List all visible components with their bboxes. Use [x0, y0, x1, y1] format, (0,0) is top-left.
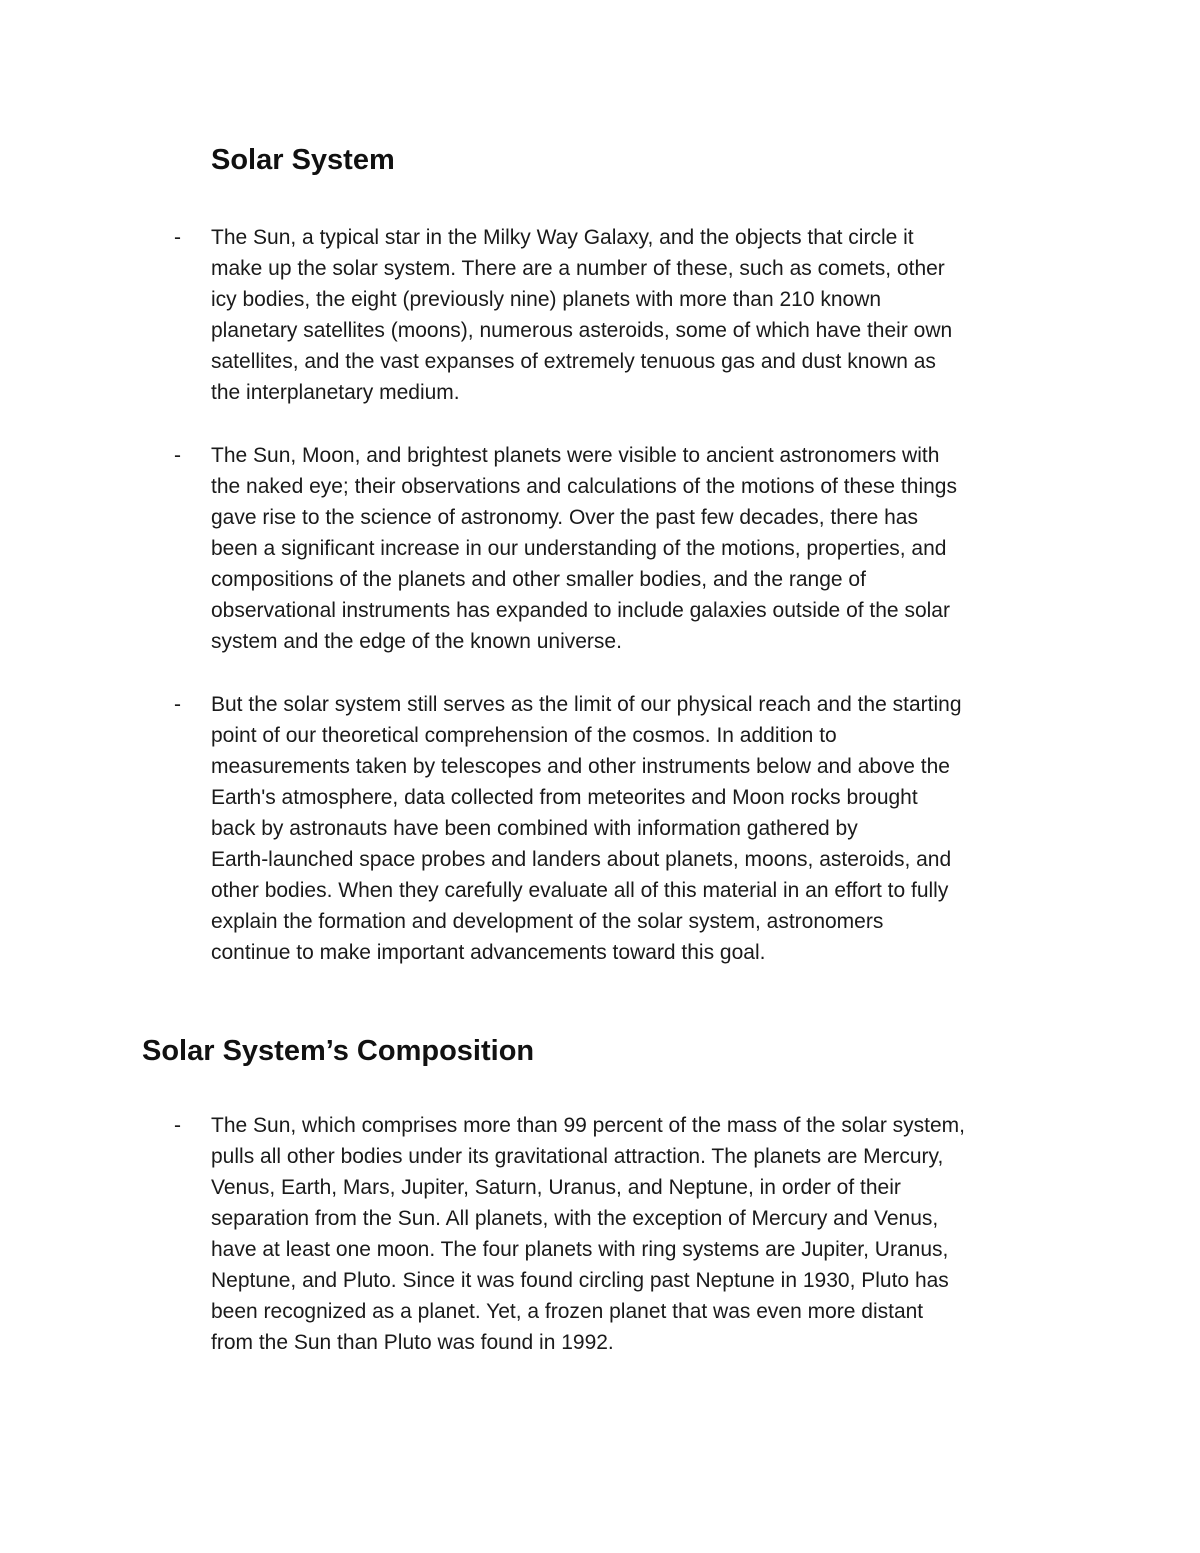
text-line: planetary satellites (moons), numerous asteroids, some of which have their own [211, 319, 953, 342]
text-line: system and the edge of the known universe. [211, 630, 622, 653]
text-line: The Sun, a typical star in the Milky Way Galaxy, and the objects that circle it [211, 226, 914, 249]
text-line: separation from the Sun. All planets, with the exception of Mercury and Venus, [211, 1207, 939, 1230]
text-line: satellites, and the vast expanses of extremely tenuous gas and dust known as [211, 350, 936, 373]
text-line: have at least one moon. The four planets with ring systems are Jupiter, Uranus, [211, 1238, 949, 1261]
bullet-dash: - [174, 693, 181, 716]
text-line: back by astronauts have been combined with information gathered by [211, 817, 858, 840]
text-line: observational instruments has expanded to include galaxies outside of the solar [211, 599, 950, 622]
paragraph [211, 1110, 1071, 1358]
text-line: pulls all other bodies under its gravitational attraction. The planets are Mercury, [211, 1145, 944, 1168]
text-line: the naked eye; their observations and calculations of the motions of these things [211, 475, 957, 498]
heading-solar-system: Solar System [211, 144, 395, 176]
text-line: The Sun, Moon, and brightest planets were visible to ancient astronomers with [211, 444, 940, 467]
text-line: Neptune, and Pluto. Since it was found circling past Neptune in 1930, Pluto has [211, 1269, 949, 1292]
bullet-dash: - [174, 226, 181, 249]
paragraph [211, 222, 1071, 408]
text-line: the interplanetary medium. [211, 381, 460, 404]
text-line: icy bodies, the eight (previously nine) planets with more than 210 known [211, 288, 882, 311]
text-line: other bodies. When they carefully evaluate all of this material in an effort to fully [211, 879, 949, 902]
text-line: continue to make important advancements toward this goal. [211, 941, 766, 964]
bullet-dash: - [174, 444, 181, 467]
text-line: make up the solar system. There are a number of these, such as comets, other [211, 257, 945, 280]
text-line: The Sun, which comprises more than 99 percent of the mass of the solar system, [211, 1114, 966, 1137]
heading-solar-system-composition: Solar System’s Composition [142, 1035, 535, 1067]
text-line: Venus, Earth, Mars, Jupiter, Saturn, Uranus, and Neptune, in order of their [211, 1176, 901, 1199]
text-line: measurements taken by telescopes and other instruments below and above the [211, 755, 950, 778]
text-line: been a significant increase in our understanding of the motions, properties, and [211, 537, 947, 560]
text-line: gave rise to the science of astronomy. Over the past few decades, there has [211, 506, 918, 529]
text-line: explain the formation and development of the solar system, astronomers [211, 910, 884, 933]
text-line: Earth-launched space probes and landers about planets, moons, asteroids, and [211, 848, 952, 871]
text-line: from the Sun than Pluto was found in 1992. [211, 1331, 614, 1354]
text-line: point of our theoretical comprehension of the cosmos. In addition to [211, 724, 837, 747]
paragraph [211, 440, 1071, 657]
text-line: Earth's atmosphere, data collected from meteorites and Moon rocks brought [211, 786, 918, 809]
text-line: compositions of the planets and other smaller bodies, and the range of [211, 568, 866, 591]
text-line: been recognized as a planet. Yet, a frozen planet that was even more distant [211, 1300, 924, 1323]
paragraph [211, 689, 1071, 968]
bullet-dash: - [174, 1114, 181, 1137]
text-line: But the solar system still serves as the limit of our physical reach and the starting [211, 693, 962, 716]
